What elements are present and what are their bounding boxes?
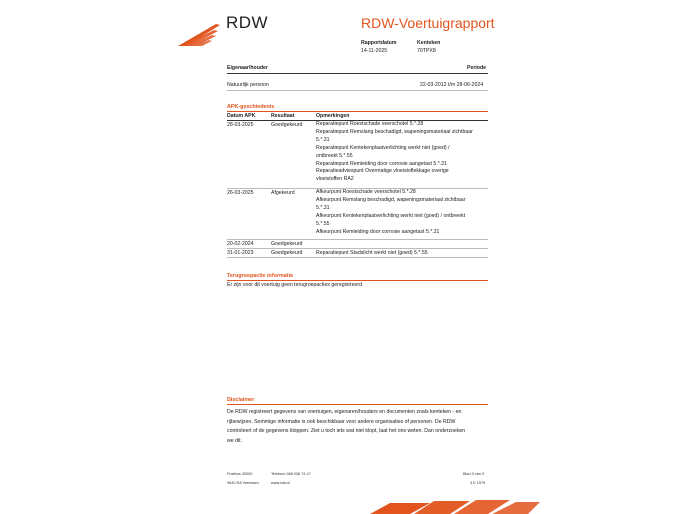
apk-remark: 5.*.31 <box>316 204 330 211</box>
apk-row-divider <box>227 257 488 258</box>
disclaimer-line: controleert of de gegevens kloppen. Ziet u toch iets wat niet klopt, laat het ons weten. Dan onderzoeken <box>227 428 466 435</box>
plate-number: 70TPX8 <box>417 48 436 54</box>
footer-page: Blad 3 van 3 <box>463 472 485 476</box>
apk-remark: Reparatiepunt Kentekenplaatverlichting werkt niet (goed) / <box>316 144 450 151</box>
apk-row-result: Goedgekeurd <box>271 122 303 128</box>
apk-remark: Reparatiepunt Roestschade veerschotel 5.*.28 <box>316 121 424 127</box>
apk-remark: Afkeurpunt Roestschade veerschotel 5.*.28 <box>316 189 416 195</box>
rdw-logo-icon <box>176 22 222 48</box>
apk-remark: Reparatieadviespunt Overmatige vloeistoflekkage overige <box>316 168 449 175</box>
apk-row-date: 31-01-2023 <box>227 250 254 256</box>
apk-row-divider <box>227 239 488 240</box>
period-label: Periode <box>467 65 487 71</box>
disclaimer-line: rijbewijzen. Sommige informatie is ook beschikbaar voor andere organisaties of personen. De RDW <box>227 418 456 425</box>
disclaimer-title: Disclaimer <box>227 397 255 403</box>
footer-postbus: Postbus 30000 <box>227 472 253 476</box>
footer-code: 3 E 1979 <box>470 481 486 485</box>
apk-section-title: APK-geschiedenis <box>227 104 275 110</box>
apk-row-date: 20-02-2024 <box>227 241 254 247</box>
apk-row-divider <box>227 248 488 249</box>
footer-phone: Telefoon 088 008 74 47 <box>271 472 311 476</box>
disclaimer-line: we dit. <box>227 437 242 444</box>
apk-remark: ontbreekt 5.*.55 <box>316 152 353 159</box>
apk-row-remarks <box>316 189 488 236</box>
apk-title-underline <box>227 111 488 112</box>
recall-text: Er zijn voor dit voertuig geen terugroepacties geregistreerd <box>227 282 362 288</box>
apk-remark: Reparatiepunt Remleiding door corrosie aangetast 5.*.31 <box>316 160 447 167</box>
report-date: 14-11-2025 <box>361 48 388 54</box>
apk-row-result: Goedgekeurd <box>271 241 303 247</box>
owner-row-divider <box>227 90 488 91</box>
plate-label: Kenteken <box>417 40 441 46</box>
apk-remark: Reparatiepunt Remslang beschadigd, wapeningsmateriaal zichtbaar <box>316 128 473 135</box>
footer-address: 9640 RA Veendam <box>227 481 259 485</box>
apk-remark: vloeistoffen RA2 <box>316 176 354 183</box>
apk-remark: 5.*.55 <box>316 220 330 227</box>
apk-col-result: Resultaat <box>271 113 295 119</box>
footer-website: www.rdw.nl <box>271 481 290 485</box>
apk-remark: Afkeurpunt Kentekenplaatverlichting werkt niet (goed) / ontbreekt <box>316 212 466 219</box>
report-date-label: Rapportdatum <box>361 40 397 46</box>
apk-remark: 5.*.31 <box>316 136 330 143</box>
disclaimer-underline <box>227 404 488 405</box>
disclaimer-line: De RDW registreert gegevens van voertuigen, eigenaren/houders en documenten zoals kenteken - en <box>227 409 462 415</box>
apk-row-date: 26-03-2025 <box>227 190 254 196</box>
disclaimer-text <box>227 408 489 446</box>
apk-col-remarks: Opmerkingen <box>316 113 350 119</box>
decorative-stripes-icon <box>370 497 540 514</box>
apk-remark: Reparatiepunt Stadslicht werkt niet (goed) 5.*.55 <box>316 250 428 256</box>
apk-row-date: 28-03-2025 <box>227 122 254 128</box>
brand-name: RDW <box>226 13 269 32</box>
apk-remark: Afkeurpunt Remslang beschadigd, wapeningsmateriaal zichtbaar <box>316 196 466 203</box>
apk-row-result: Afgekeurd <box>271 190 295 196</box>
apk-row-remarks <box>316 121 488 184</box>
apk-remark: Afkeurpunt Remleiding door corrosie aangetast 5.*.31 <box>316 228 440 235</box>
recall-title-underline <box>227 280 488 281</box>
owner-label: Eigenaar/houder <box>227 65 268 71</box>
owner-divider <box>227 73 488 74</box>
apk-row-result: Goedgekeurd <box>271 250 303 256</box>
recall-section-title: Terugroepactie informatie <box>227 273 294 279</box>
apk-col-date: Datum APK <box>227 113 256 119</box>
owner-type: Natuurlijk persoon <box>227 82 269 88</box>
owner-period: 22-03-2012 t/m 28-06-2024 <box>420 82 484 88</box>
report-title: RDW-Voertuigrapport <box>361 15 495 31</box>
